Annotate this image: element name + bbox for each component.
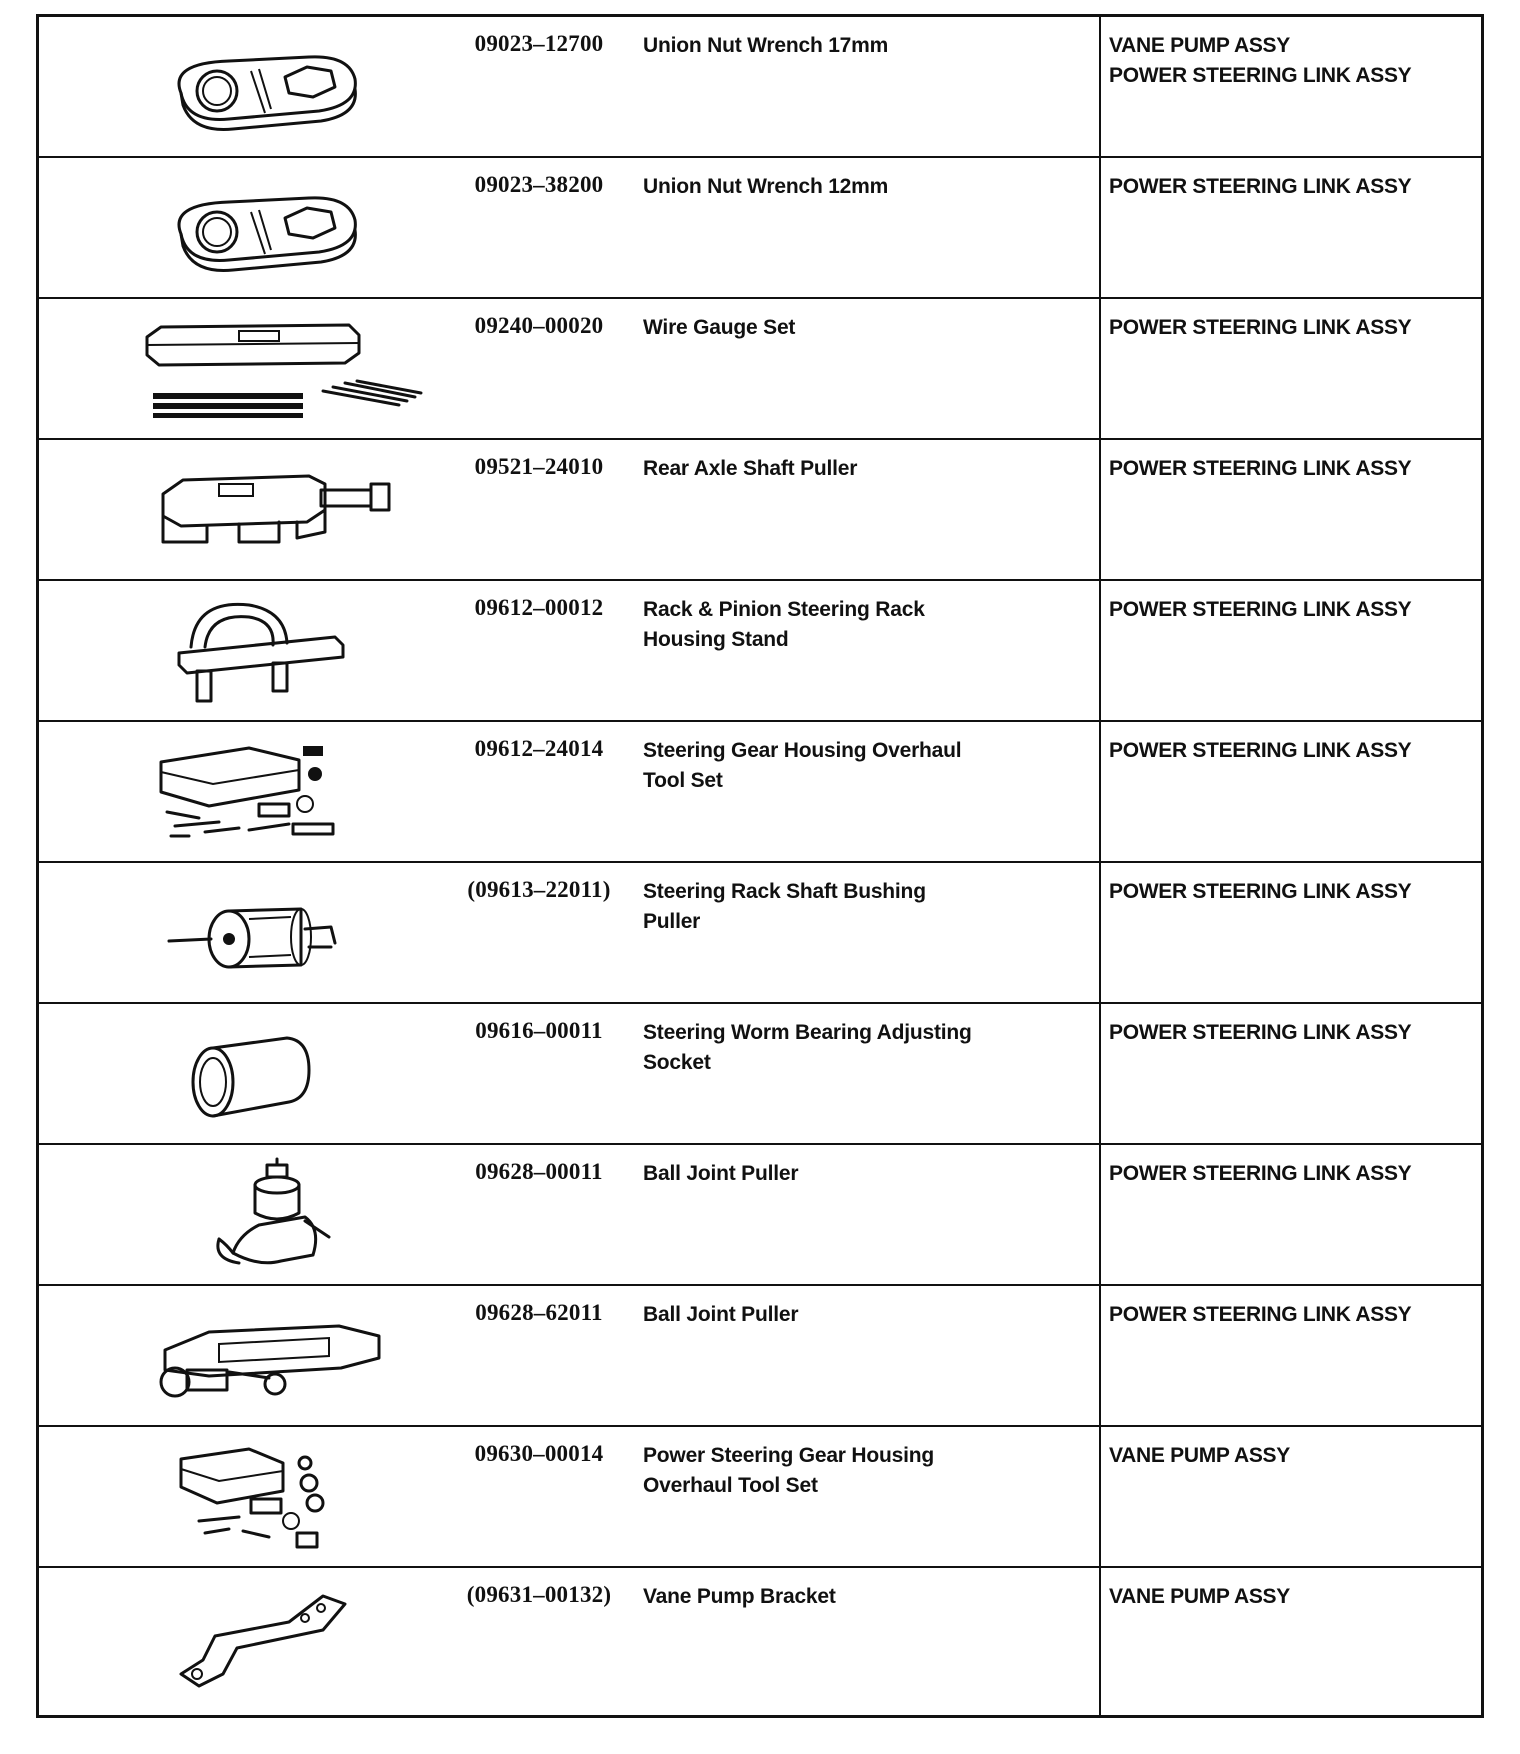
table-row — [39, 17, 1481, 158]
part-number: 09521–24010 — [474, 454, 604, 479]
tool-name — [643, 1018, 1083, 1078]
usage-line: VANE PUMP ASSY — [1109, 1585, 1290, 1608]
usage-line: POWER STEERING LINK ASSY — [1109, 457, 1412, 480]
tool-name-line: Vane Pump Bracket — [643, 1585, 836, 1608]
tool-name-line: Union Nut Wrench 17mm — [643, 34, 889, 57]
usage-cell — [1109, 313, 1479, 343]
table-row — [39, 1286, 1481, 1427]
column-divider — [1099, 1004, 1101, 1143]
table-row — [39, 1427, 1481, 1568]
tool-name — [643, 736, 1083, 796]
usage-cell — [1109, 454, 1479, 484]
gear-housing-tool-set-illustration — [109, 1437, 439, 1557]
part-number: (09631–00132) — [466, 1582, 612, 1607]
usage-cell — [1109, 1582, 1479, 1612]
axle-shaft-puller-illustration — [109, 450, 439, 570]
table-row — [39, 158, 1481, 299]
tool-name — [643, 1159, 1083, 1189]
column-divider — [1099, 440, 1101, 579]
usage-line: POWER STEERING LINK ASSY — [1109, 1162, 1412, 1185]
usage-cell — [1109, 1441, 1479, 1471]
table-row — [39, 440, 1481, 581]
usage-cell — [1109, 172, 1479, 202]
tool-name-line: Steering Gear Housing Overhaul — [643, 739, 962, 762]
tool-name-line: Puller — [643, 910, 701, 933]
usage-cell — [1109, 1159, 1479, 1189]
usage-cell — [1109, 877, 1479, 907]
overhaul-tool-set-illustration — [109, 732, 439, 852]
tool-name-line: Housing Stand — [643, 628, 789, 651]
tool-name — [643, 454, 1083, 484]
tool-name — [643, 595, 1083, 655]
part-number: 09628–00011 — [475, 1159, 603, 1184]
ball-joint-puller-frame-illustration — [109, 1296, 439, 1416]
tool-name — [643, 1582, 1083, 1612]
column-divider — [1099, 581, 1101, 720]
part-number: 09612–24014 — [474, 736, 604, 761]
column-divider — [1099, 722, 1101, 861]
column-divider — [1099, 1568, 1101, 1715]
socket-illustration — [109, 1014, 439, 1134]
usage-line: POWER STEERING LINK ASSY — [1109, 175, 1412, 198]
ball-joint-puller-illustration — [109, 1155, 439, 1275]
part-number: 09612–00012 — [474, 595, 604, 620]
usage-cell — [1109, 1300, 1479, 1330]
union-nut-wrench-illustration — [109, 27, 439, 147]
part-number: 09023–12700 — [474, 31, 604, 56]
tool-name-line: Ball Joint Puller — [643, 1162, 799, 1185]
table-row — [39, 1145, 1481, 1286]
table-row — [39, 581, 1481, 722]
table-row — [39, 1004, 1481, 1145]
tool-name-line: Ball Joint Puller — [643, 1303, 799, 1326]
rack-housing-stand-illustration — [109, 591, 439, 711]
usage-cell — [1109, 736, 1479, 766]
part-number: 09628–62011 — [475, 1300, 603, 1325]
usage-line: POWER STEERING LINK ASSY — [1109, 1303, 1412, 1326]
tool-name-line: Union Nut Wrench 12mm — [643, 175, 889, 198]
usage-line: VANE PUMP ASSY — [1109, 34, 1290, 57]
usage-line: POWER STEERING LINK ASSY — [1109, 316, 1412, 339]
column-divider — [1099, 17, 1101, 156]
wire-gauge-set-illustration — [109, 309, 439, 429]
usage-line: POWER STEERING LINK ASSY — [1109, 64, 1412, 87]
usage-cell — [1109, 1018, 1479, 1048]
usage-cell — [1109, 31, 1479, 91]
tool-name — [643, 31, 1083, 61]
table-row — [39, 1568, 1481, 1715]
part-number: 09240–00020 — [474, 313, 604, 338]
usage-line: VANE PUMP ASSY — [1109, 1444, 1290, 1467]
part-number: 09616–00011 — [475, 1018, 603, 1043]
column-divider — [1099, 299, 1101, 438]
table-row — [39, 863, 1481, 1004]
tool-name-line: Overhaul Tool Set — [643, 1474, 818, 1497]
table-row — [39, 722, 1481, 863]
column-divider — [1099, 863, 1101, 1002]
column-divider — [1099, 158, 1101, 297]
column-divider — [1099, 1145, 1101, 1284]
usage-line: POWER STEERING LINK ASSY — [1109, 1021, 1412, 1044]
usage-line: POWER STEERING LINK ASSY — [1109, 880, 1412, 903]
special-service-tools-table — [36, 14, 1484, 1718]
tool-name-line: Socket — [643, 1051, 711, 1074]
tool-name-line: Tool Set — [643, 769, 723, 792]
tool-name-line: Rear Axle Shaft Puller — [643, 457, 858, 480]
tool-name — [643, 1441, 1083, 1501]
tool-name — [643, 877, 1083, 937]
union-nut-wrench-illustration — [109, 168, 439, 288]
tool-name-line: Wire Gauge Set — [643, 316, 796, 339]
tool-name-line: Power Steering Gear Housing — [643, 1444, 934, 1467]
vane-pump-bracket-illustration — [109, 1578, 439, 1698]
usage-cell — [1109, 595, 1479, 625]
part-number: 09630–00014 — [474, 1441, 604, 1466]
tool-name — [643, 313, 1083, 343]
usage-line: POWER STEERING LINK ASSY — [1109, 739, 1412, 762]
usage-line: POWER STEERING LINK ASSY — [1109, 598, 1412, 621]
tool-name-line: Rack & Pinion Steering Rack — [643, 598, 925, 621]
column-divider — [1099, 1286, 1101, 1425]
part-number: 09023–38200 — [474, 172, 604, 197]
part-number: (09613–22011) — [467, 877, 611, 902]
column-divider — [1099, 1427, 1101, 1566]
table-row — [39, 299, 1481, 440]
tool-name — [643, 172, 1083, 202]
bushing-puller-illustration — [109, 873, 439, 993]
tool-name-line: Steering Rack Shaft Bushing — [643, 880, 926, 903]
tool-name-line: Steering Worm Bearing Adjusting — [643, 1021, 972, 1044]
tool-name — [643, 1300, 1083, 1330]
